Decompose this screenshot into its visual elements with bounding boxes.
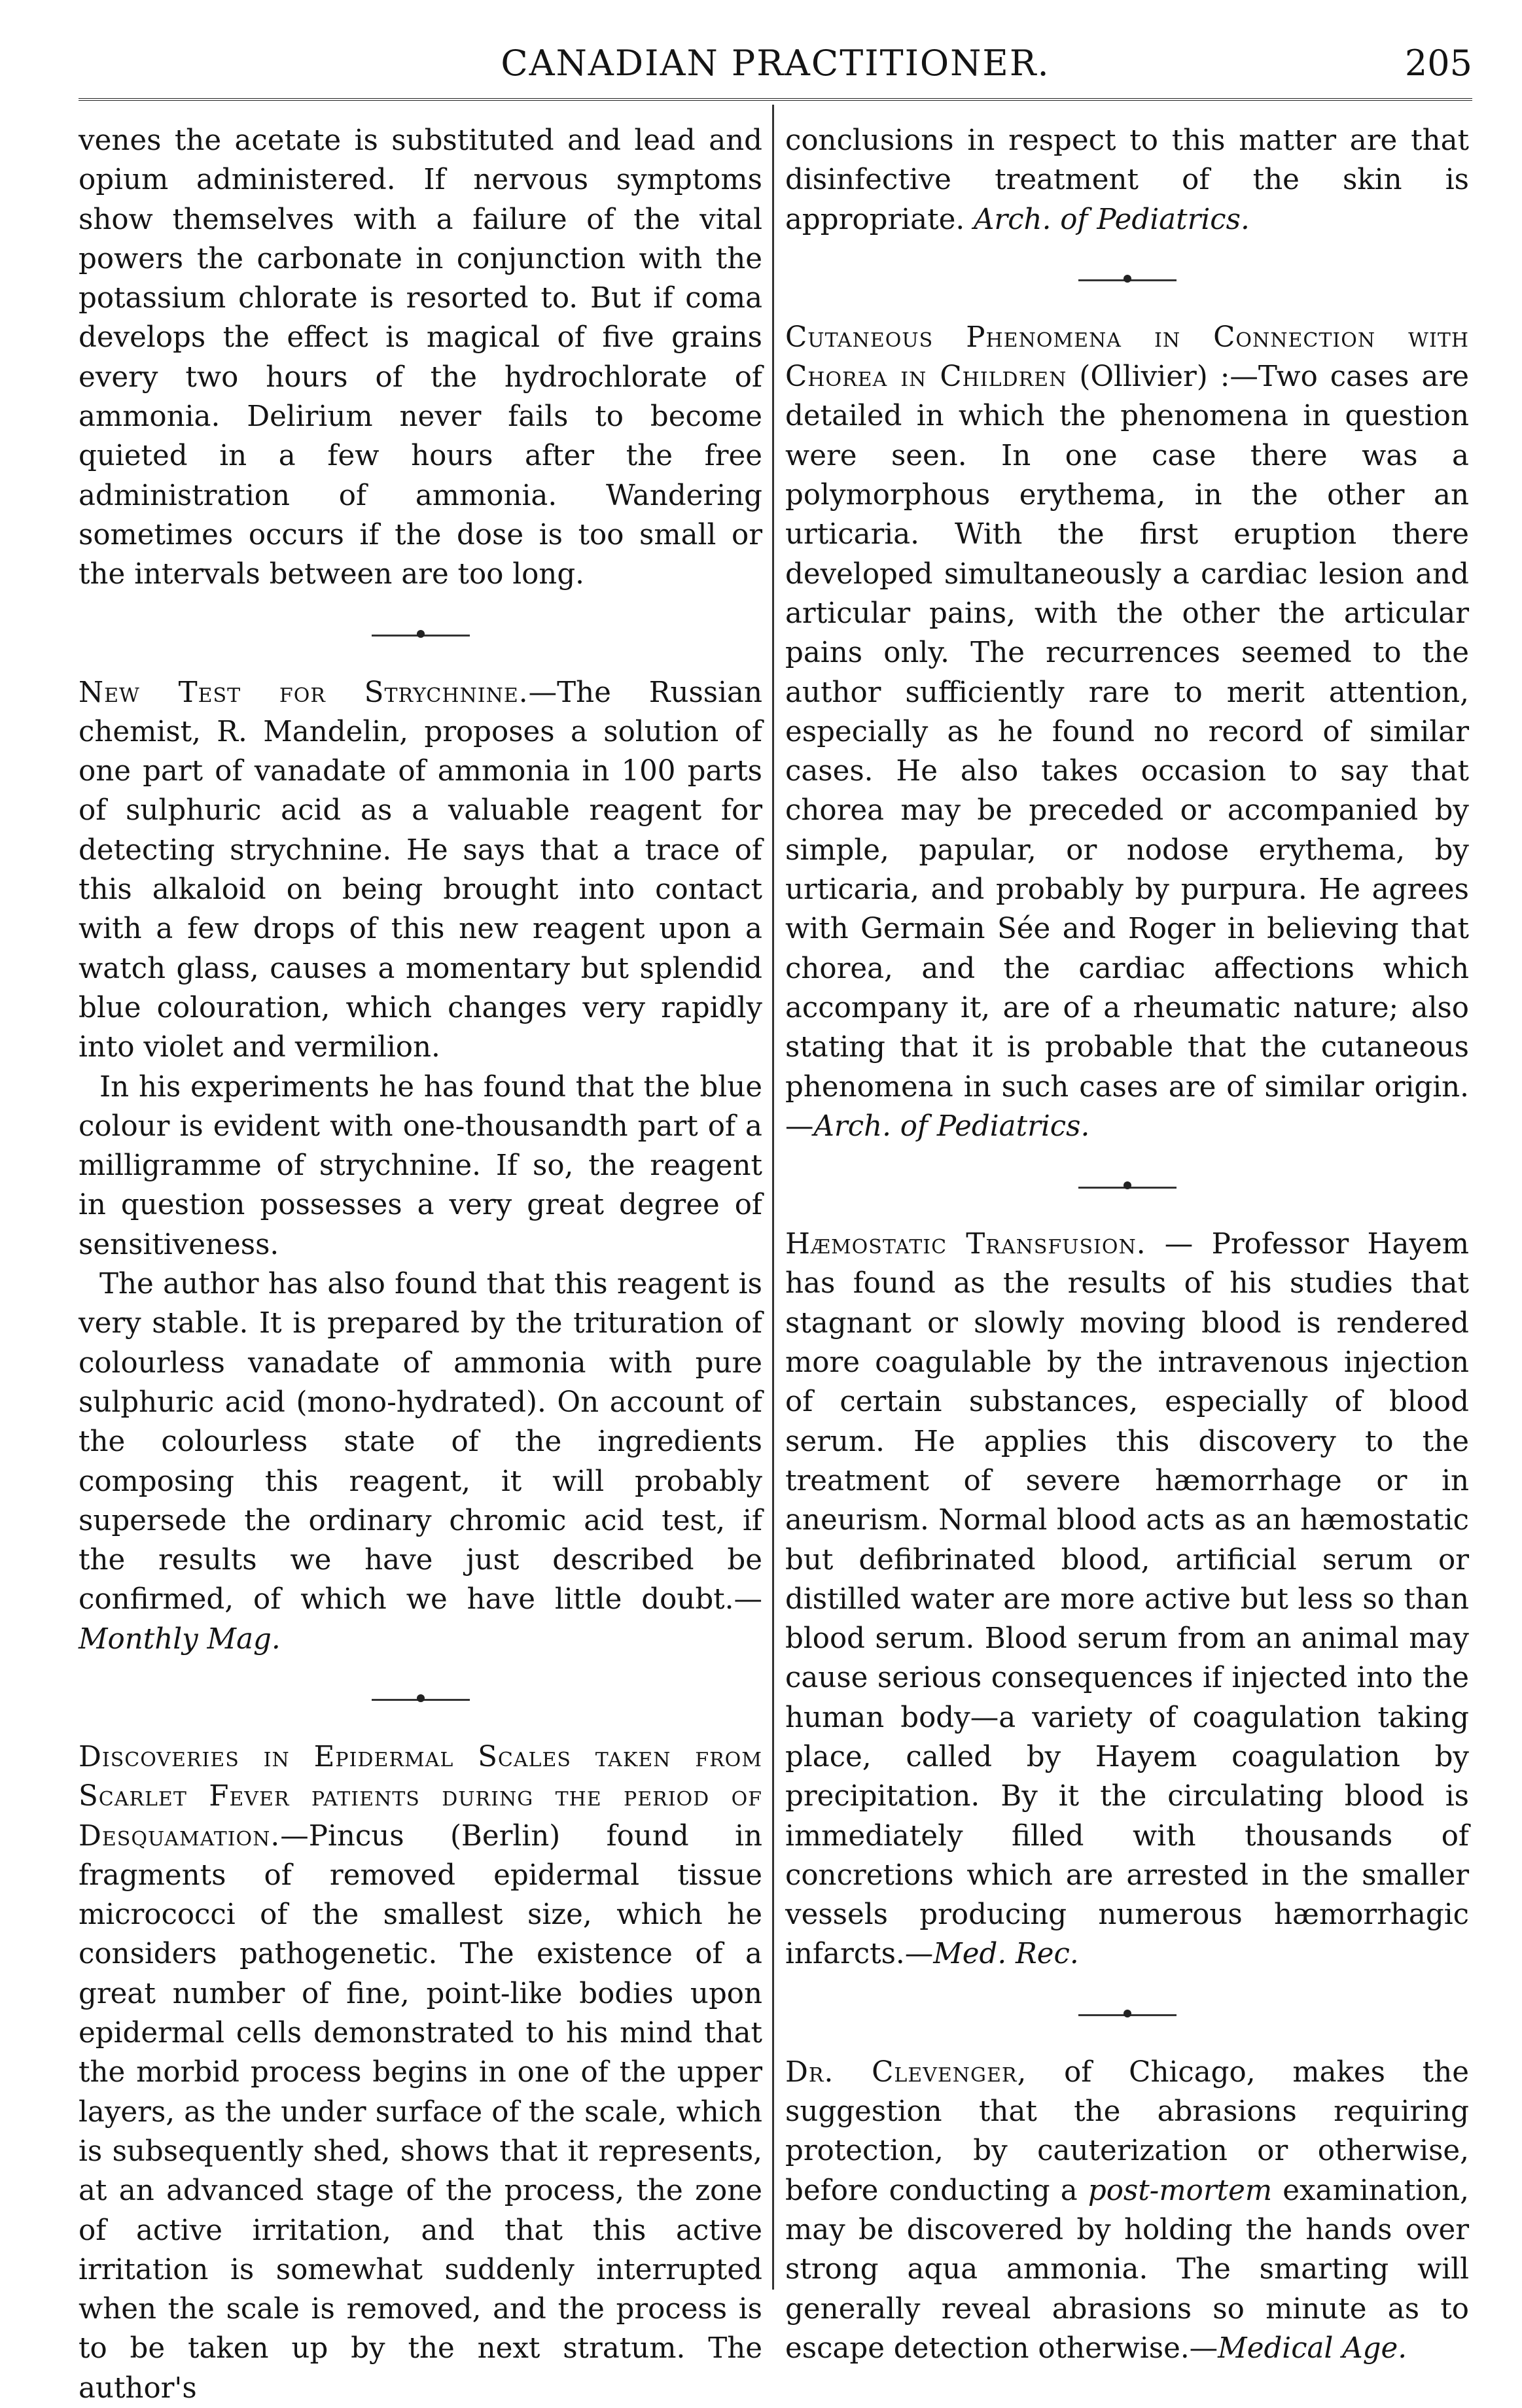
section-separator xyxy=(79,614,762,654)
article-body: —The Russian chemist, R. Mandelin, proposes a solution of one part of vanadate of ammonia in 100 parts of sulphuric acid as a valuable reagent for detecting strychnine. He says that a trace of this alkaloid on being brought into contact with a few drops of this new reagent upon a watch glass, causes a momentary but splendid blue colouration, which changes very rapidly into violet and vermilion. xyxy=(79,676,762,1064)
article-heading: New Test for Strychnine. xyxy=(79,676,529,709)
article-strychnine xyxy=(79,673,762,1068)
section-separator xyxy=(79,1679,762,1718)
article-transfusion xyxy=(785,1225,1469,1974)
article-heading: Dr. Clevenger, xyxy=(785,2055,1027,2089)
page-number: 205 xyxy=(1404,43,1472,84)
article-paragraph xyxy=(79,1265,762,1659)
continuation-paragraph: venes the acetate is substituted and lead and opium administered. If nervous symptoms show themselves with a failure of the vital powers the carbonate in conjunction with the potassium chlorate is resorted to. But if coma develops the effect is magical of five grains every two hours of the hydrochlorate of ammonia. Delirium never fails to become quieted in a few hours after the free administration of ammonia. Wandering sometimes occurs if the dose is too small or the intervals between are too long. xyxy=(79,124,762,591)
article-chorea xyxy=(785,318,1469,1146)
left-column xyxy=(79,121,762,2408)
article-source: Arch. of Pediatrics. xyxy=(973,203,1250,236)
right-column xyxy=(785,121,1469,2368)
article-body: examination, may be discovered by holding the hands over strong aqua ammonia. The smarting will generally reveal abrasions so minute as to escape detection otherwise.— xyxy=(785,2174,1469,2365)
section-separator xyxy=(785,259,1469,298)
article-scarlet-fever xyxy=(79,1737,762,2408)
article-source: Arch. of Pediatrics. xyxy=(813,1109,1090,1143)
article-heading: Cutaneous Phenomena in Connection with Chorea in Children xyxy=(785,321,1469,394)
article-heading: Hæmostatic Transfusion. xyxy=(785,1228,1146,1261)
continuation-paragraph xyxy=(785,121,1469,239)
article-source: Monthly Mag. xyxy=(79,1622,281,1656)
article-body: (Ollivier) :—Two cases are detailed in which the phenomena in question were seen. In one case there was a polymorphous erythema, in the other an urticaria. With the first eruption there developed simultaneously a cardiac lesion and articular pains, with the other the articular pains only. The recurrences seemed to the author sufficiently rare to merit attention, especially as he found no record of similar cases. He also takes occasion to say that chorea may be preceded or accompanied by simple, papular, or nodose erythema, by urticaria, and probably by purpura. He agrees with Germain Sée and Roger in believing that chorea, and the cardiac affections which accompany it, are of a rheumatic nature; also stating that it is probable that the cutaneous phenomena in such cases are of similar origin.— xyxy=(785,360,1469,1143)
header-rule xyxy=(79,98,1472,101)
article-paragraph: In his experiments he has found that the blue colour is evident with one-thousandth part of a milligramme of strychnine. If so, the reagent in question possesses a very great degree of sensitiveness. xyxy=(79,1070,762,1261)
article-heading: Discoveries in Epidermal Scales taken from Scarlet Fever patients during the period of Desquamation. xyxy=(79,1740,762,1853)
article-body: —Pincus (Berlin) found in fragments of removed epidermal tissue micrococci of the smallest size, which he considers pathogenetic. The existence of a great number of fine, point-like bodies upon epidermal cells demonstrated to his mind that the morbid process begins in one of the upper layers, as the under surface of the scale, which is subsequently shed, shows that it represents, at an advanced stage of the process, the zone of active irritation, and that this active irritation is somewhat suddenly interrupted when the scale is removed, and the process is to be taken up by the next stratum. The author's xyxy=(79,1819,762,2405)
article-body: conclusions in respect to this matter are that disinfective treatment of the skin is appropriate. xyxy=(785,124,1469,236)
section-separator xyxy=(785,1166,1469,1205)
section-separator xyxy=(785,1994,1469,2033)
article-term: post-mortem xyxy=(1088,2174,1273,2207)
article-body: — Professor Hayem has found as the results of his studies that stagnant or slowly moving blood is rendered more coagulable by the intravenous injection of certain substances, especially of blood serum. He applies this discovery to the treatment of severe hæmorrhage or in aneurism. Normal blood acts as an hæmostatic but defibrinated blood, artificial serum or distilled water are more active but less so than blood serum. Blood serum from an animal may cause serious consequences if injected into the human body—a variety of coagulation taking place, called by Hayem coagulation by precipitation. By it the circulating blood is immediately filled with thousands of concretions which are arrested in the smaller vessels producing numerous hæmorrhagic infarcts.— xyxy=(785,1228,1469,1971)
article-source: Medical Age. xyxy=(1218,2331,1407,2365)
article-clevenger xyxy=(785,2053,1469,2368)
column-divider xyxy=(772,105,774,2290)
running-title: CANADIAN PRACTITIONER. xyxy=(501,43,1050,84)
page-header xyxy=(79,36,1472,95)
article-body: The author has also found that this reagent is very stable. It is prepared by the trituration of colourless vanadate of ammonia with pure sulphuric acid (mono-hydrated). On account of the colourless state of the ingredients composing this reagent, it will probably supersede the ordinary chromic acid test, if the results we have just described be confirmed, of which we have little doubt.— xyxy=(79,1268,762,1616)
article-body: of Chicago, makes the suggestion that the abrasions requiring protection, by cauterization or otherwise, before conducting a xyxy=(785,2055,1469,2207)
article-source: Med. Rec. xyxy=(933,1938,1079,1971)
